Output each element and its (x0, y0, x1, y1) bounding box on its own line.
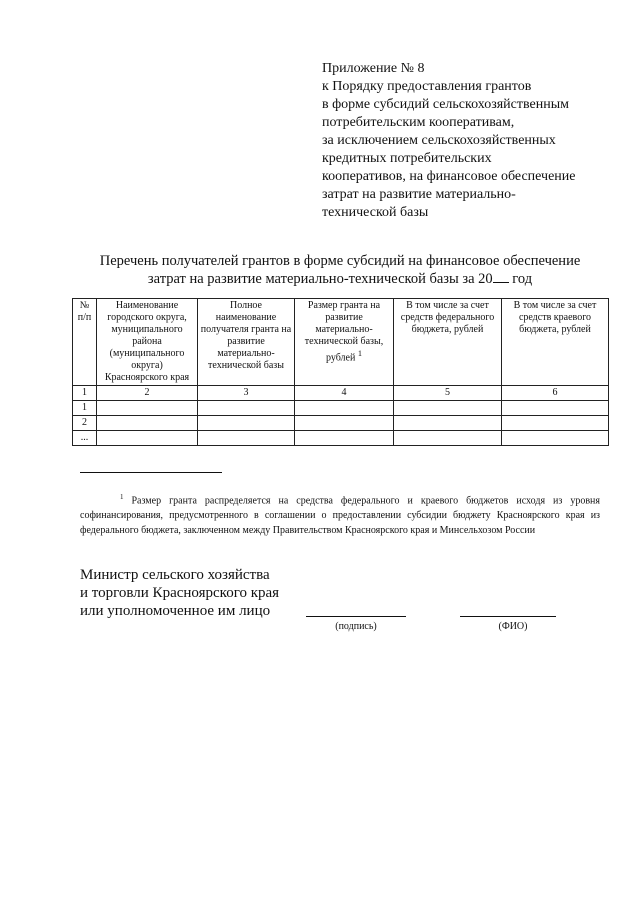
appendix-header (322, 60, 622, 222)
table-cell (97, 431, 198, 446)
row-number: 1 (73, 401, 97, 416)
table-cell (295, 416, 394, 431)
header-cell: № п/п (73, 299, 97, 386)
signatory-line: или уполномоченное им лицо (80, 603, 271, 619)
table-cell (198, 416, 295, 431)
column-number: 1 (73, 386, 97, 401)
appendix-line: за исключением сельскохозяйственных (322, 133, 556, 148)
column-number: 5 (394, 386, 502, 401)
table-cell (198, 431, 295, 446)
year-blank (493, 270, 509, 283)
appendix-line: потребительским кооперативам, (322, 115, 515, 130)
footnote (80, 490, 600, 538)
table-row (73, 416, 609, 431)
signatory-block (80, 566, 320, 620)
column-number: 2 (97, 386, 198, 401)
table-cell (295, 401, 394, 416)
document-title (60, 252, 620, 288)
header-cell-text: Размер гранта на развитие материально-технической базы, рублей (304, 300, 384, 364)
appendix-line: кооперативов, на финансовое обеспечение (322, 169, 576, 184)
table-cell (295, 431, 394, 446)
column-number: 3 (198, 386, 295, 401)
title-line-2-prefix: затрат на развитие материально-технической базы за 20 (147, 271, 493, 287)
title-line-1: Перечень получателей грантов в форме субсидий на финансовое обеспечение (99, 253, 581, 269)
footnote-mark: 1 (120, 493, 124, 501)
signature-caption: (подпись) (335, 621, 377, 632)
table-row (73, 401, 609, 416)
column-number-row (73, 386, 609, 401)
appendix-line: кредитных потребительских (322, 151, 492, 166)
table-cell (394, 401, 502, 416)
header-cell: В том числе за счет средств краевого бюджета, рублей (502, 299, 609, 386)
header-cell: Полное наименование получателя гранта на развитие материально-технической базы (198, 299, 295, 386)
table-cell (97, 401, 198, 416)
signatory-line: Министр сельского хозяйства (80, 567, 270, 583)
title-line-2 (60, 270, 620, 288)
table-cell (502, 416, 609, 431)
appendix-line: Приложение № 8 (322, 61, 425, 76)
header-cell-grant-size (295, 299, 394, 386)
table-cell (502, 401, 609, 416)
table-cell (97, 416, 198, 431)
header-cell: В том числе за счет средств федерального бюджета, рублей (394, 299, 502, 386)
table-cell (502, 431, 609, 446)
footnote-ref: 1 (357, 349, 363, 358)
signatory-line: и торговли Красноярского края (80, 585, 280, 601)
name-caption: (ФИО) (498, 621, 528, 632)
name-line (460, 616, 556, 617)
table-row (73, 431, 609, 446)
title-line-2-suffix: год (508, 271, 533, 287)
footnote-text: Размер гранта распределяется на средства федерального и краевого бюджетов исходя из уровня софинансирования, предусмотренного в соглашении о предоставлении субсидии бюджету Красноярского края из федерального бюджета, заключенном между Правительством Красноярского края и Минсельхозом России (80, 495, 601, 537)
table-header-row (73, 299, 609, 386)
appendix-line: технической базы (322, 205, 429, 220)
appendix-line: в форме субсидий сельскохозяйственным (322, 97, 570, 112)
signature-line (306, 616, 406, 617)
footnote-separator (80, 472, 222, 473)
appendix-line: к Порядку предоставления грантов (322, 79, 532, 94)
row-number: ... (73, 431, 97, 446)
table-cell (394, 416, 502, 431)
header-cell: Наименование городского округа, муниципального района (муниципального округа) Красноярского края (97, 299, 198, 386)
row-number: 2 (73, 416, 97, 431)
column-number: 4 (295, 386, 394, 401)
table-cell (198, 401, 295, 416)
column-number: 6 (502, 386, 609, 401)
appendix-line: затрат на развитие материально- (322, 187, 516, 202)
recipients-table (72, 298, 609, 446)
table-cell (394, 431, 502, 446)
